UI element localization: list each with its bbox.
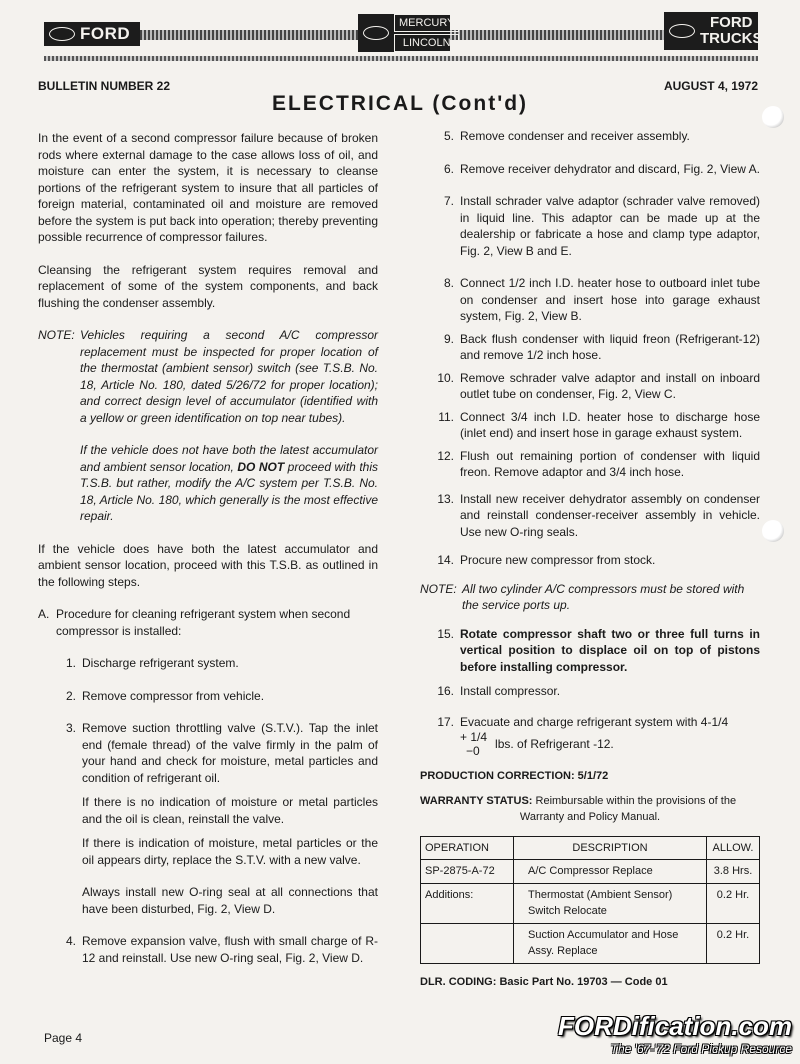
dealer-coding: DLR. CODING: Basic Part No. 19703 — Code 01 <box>420 975 668 988</box>
step-7: 7. Install schrader valve adaptor (schrader valve removed) in liquid line. This adaptor can be made up at the dealership or fabricate a hose and clamp type adaptor, Fig. 2, View B and E. <box>443 194 760 258</box>
table-row: Suction Accumulator and Hose Assy. Replace 0.2 Hr. <box>421 923 760 963</box>
ford-trucks-logo <box>664 12 763 50</box>
note-label: NOTE: <box>38 328 75 342</box>
step-2: 2. Remove compressor from vehicle. <box>65 688 265 703</box>
step-13: 13. Install new receiver dehydrator assembly on condenser and reinstall condenser-receiver assembly in vehicle. Use new O-ring seals. <box>437 491 760 539</box>
right-note: NOTE: All two cylinder A/C compressors must be stored with the service ports up. <box>420 581 745 612</box>
step-1: 1. Discharge refrigerant system. <box>65 656 239 670</box>
watermark <box>558 1011 792 1056</box>
step-16: 16. Install compressor. <box>437 684 561 698</box>
ford-oval-icon <box>363 26 389 40</box>
punch-hole <box>762 106 784 128</box>
page-number: Page 4 <box>44 1031 83 1045</box>
trucks-line2: TRUCKS <box>700 30 763 47</box>
step-17: 17. Evacuate and charge refrigerant system with 4-1/4 + 1/4 −0 lbs. of Refrigerant -12. <box>437 714 729 758</box>
step-5: 5. Remove condenser and receiver assembly. <box>443 129 690 143</box>
left-column <box>38 130 378 966</box>
step-11: 11. Connect 3/4 inch I.D. heater hose to discharge hose (inlet end) and insert hose in garage exhaust system. <box>438 409 760 440</box>
step-9: 9. Back flush condenser with liquid freon (Refrigerant-12) and remove 1/2 inch hose. <box>443 331 760 362</box>
note-text-2: If the vehicle does not have both the latest accumulator and ambient sensor location, DO NOT proceed with this T.S.B. but rather, modify the A/C system per T.S.B. No. 18, Article No. 180, which generally is the most effective repair. <box>80 443 378 523</box>
cleansing-paragraph: Cleansing the refrigerant system requires removal and replacement of some of the system components, and back flushing the condenser assembly. <box>38 262 378 310</box>
step-14: 14. Procure new compressor from stock. <box>437 553 656 567</box>
step-6: 6. Remove receiver dehydrator and discard, Fig. 2, View A. <box>443 161 760 176</box>
bulletin-number: BULLETIN NUMBER 22 <box>38 79 171 93</box>
right-column <box>420 128 760 990</box>
note-block <box>38 327 378 525</box>
table-header-row: OPERATION DESCRIPTION ALLOW. <box>421 836 760 860</box>
step-8: 8. Connect 1/2 inch I.D. heater hose to outboard inlet tube on condenser and insert hose into garage exhaust system, Fig. 2, View B. <box>443 276 760 323</box>
mercury-text: MERCURY <box>394 14 459 32</box>
ford-oval-icon <box>49 27 75 41</box>
ford-logo <box>44 22 140 46</box>
lincoln-text: LINCOLN <box>394 34 459 52</box>
proceed-paragraph: If the vehicle does have both the latest accumulator and ambient sensor location, proceed with this T.S.B. as outlined in the following steps. <box>38 541 378 589</box>
ford-logo-text: FORD <box>80 24 131 43</box>
bulletin-date: AUGUST 4, 1972 <box>663 79 758 93</box>
ford-oval-icon <box>669 24 695 38</box>
header-rule-lower <box>44 56 758 61</box>
note-text: Vehicles requiring a second A/C compressor replacement must be inspected for proper location of the thermostat (ambient sensor) switch (see T.S.B. No. 18, Article No. 180, dated 5/26/72 for proper location); and correct design level of accumulator (identified with a yellow or green identification on top near tubes). <box>80 328 378 425</box>
punch-hole <box>762 520 784 542</box>
procedure-a: A. Procedure for cleaning refrigerant system when second compressor is installed: <box>38 607 351 638</box>
production-correction: PRODUCTION CORRECTION: 5/1/72 <box>420 770 609 782</box>
warranty-table <box>420 836 760 964</box>
warranty-status: WARRANTY STATUS: Reimbursable within the provisions of the Warranty and Policy Manual. <box>420 794 737 823</box>
intro-paragraph: In the event of a second compressor failure because of broken rods where external damage to the case allows loss of oil, and moisture can enter the system, it is necessary to cleanse portions of the refrigerant system to insure that all particles of foreign material, contaminated oil and moisture are removed before the system is put back into operation; thereby preventing possible recurrence of compressor failures. <box>38 131 378 244</box>
step-15: 15. Rotate compressor shaft two or three full turns in vertical position to displace oil on top of pistons before installing compressor. <box>437 626 760 674</box>
table-row: Additions: Thermostat (Ambient Sensor) Switch Relocate 0.2 Hr. <box>421 883 760 923</box>
step-3: 3. Remove suction throttling valve (S.T.V.). Tap the inlet end (female thread) of the valve firmly in the palm of your hand and check for moisture, metal particles and condition of refrigerant oil. If there is no indication of moisture or metal particles and the oil is clean, reinstall the valve. If there is indication of moisture, metal particles or the oil appears dirty, replace the S.T.V. with a new valve. Always install new O-ring seal at all connections that have been disturbed, Fig. 2, View D. <box>65 721 378 916</box>
trucks-line1: FORD <box>710 14 753 31</box>
mercury-lincoln-logo <box>358 14 455 52</box>
table-row: SP-2875-A-72 A/C Compressor Replace 3.8 Hrs. <box>421 860 760 884</box>
watermark-subtitle: The '67-'72 Ford Pickup Resource <box>610 1042 792 1056</box>
page-title: ELECTRICAL (Cont'd) <box>271 92 529 115</box>
step-10: 10. Remove schrader valve adaptor and install on inboard outlet tube on condenser, Fig. 2, View C. <box>437 370 760 401</box>
step-4: 4. Remove expansion valve, flush with small charge of R-12 and reinstall. Use new O-ring seal, Fig. 2, View D. <box>65 934 378 965</box>
watermark-title: FORDification.com <box>557 1011 792 1041</box>
step-12: 12. Flush out remaining portion of condenser with liquid freon. Remove adaptor and 3/4 inch hose. <box>437 448 760 479</box>
